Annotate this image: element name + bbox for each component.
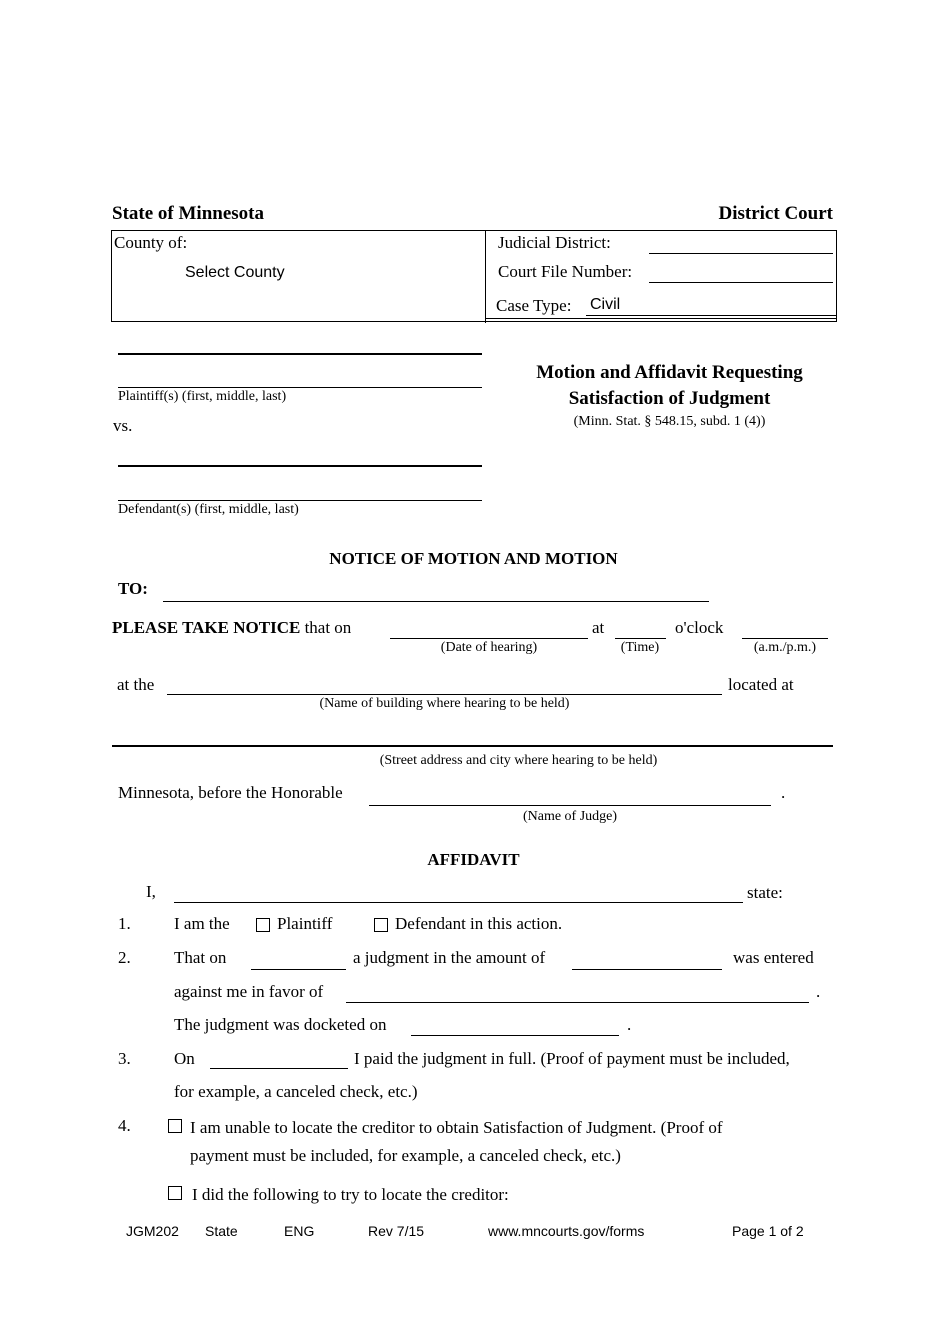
item2-was-entered: was entered	[733, 948, 814, 967]
item3-example-text: for example, a canceled check, etc.)	[174, 1082, 418, 1101]
item2-period: .	[816, 982, 821, 1001]
to-label: TO:	[118, 579, 148, 598]
plaintiff-line-2[interactable]	[118, 387, 482, 388]
to-field[interactable]	[163, 601, 709, 602]
case-type-field[interactable]	[586, 315, 837, 316]
footer-language: ENG	[284, 1223, 315, 1239]
court-file-number-label: Court File Number:	[498, 262, 633, 281]
form-title-line2: Satisfaction of Judgment	[568, 388, 771, 409]
item1-text: I am the	[174, 914, 230, 933]
item4-text-line1: I am unable to locate the creditor to obtain Satisfaction of Judgment. (Proof of	[190, 1118, 723, 1137]
docketed-date-field[interactable]	[411, 1035, 619, 1036]
footer-scope: State	[205, 1223, 238, 1239]
at-the-label: at the	[117, 675, 155, 694]
ampm-field[interactable]	[742, 638, 828, 639]
judicial-district-label: Judicial District:	[498, 233, 611, 252]
payment-date-field[interactable]	[210, 1068, 348, 1069]
item2-docketed-text: The judgment was docketed on	[174, 1015, 387, 1034]
judgment-amount-field[interactable]	[572, 969, 722, 970]
footer-page-number: Page 1 of 2	[732, 1223, 804, 1239]
footer-form-id: JGM202	[126, 1223, 179, 1239]
address-caption: (Street address and city where hearing to be held)	[379, 753, 658, 768]
item4-text-line3: I did the following to try to locate the creditor:	[192, 1185, 509, 1204]
county-label: County of:	[114, 233, 188, 252]
time-field[interactable]	[615, 638, 666, 639]
at-label: at	[592, 618, 605, 637]
date-of-hearing-caption: (Date of hearing)	[440, 640, 538, 655]
plaintiff-caption: Plaintiff(s) (first, middle, last)	[118, 389, 287, 404]
case-type-value[interactable]: Civil	[590, 296, 621, 313]
creditor-name-field[interactable]	[346, 1002, 809, 1003]
date-of-hearing-field[interactable]	[390, 638, 588, 639]
defendant-caption: Defendant(s) (first, middle, last)	[118, 502, 299, 517]
caption-divider	[485, 230, 486, 323]
defendant-checkbox[interactable]	[374, 918, 388, 932]
item2-that-on: That on	[174, 948, 227, 967]
item2-amount-text: a judgment in the amount of	[353, 948, 546, 967]
item3-paid-text: I paid the judgment in full. (Proof of payment must be included,	[354, 1049, 790, 1068]
item4-number: 4.	[118, 1116, 131, 1135]
affiant-i-label: I,	[146, 882, 156, 901]
footer-revision: Rev 7/15	[368, 1223, 425, 1239]
defendant-option-label: Defendant in this action.	[395, 914, 563, 933]
item4-text-line2: payment must be included, for example, a canceled check, etc.)	[190, 1146, 621, 1165]
item3-number: 3.	[118, 1049, 131, 1068]
statute-reference: (Minn. Stat. § 548.15, subd. 1 (4))	[573, 414, 766, 429]
item2-period2: .	[627, 1015, 632, 1034]
item3-on: On	[174, 1049, 195, 1068]
locate-efforts-checkbox[interactable]	[168, 1186, 182, 1200]
case-type-label: Case Type:	[496, 296, 572, 315]
vs-label: vs.	[113, 416, 133, 435]
plaintiff-line-1[interactable]	[118, 353, 482, 355]
that-on-text: that on	[300, 618, 352, 637]
item2-number: 2.	[118, 948, 131, 967]
oclock-label: o'clock	[675, 618, 724, 637]
street-address-field[interactable]	[112, 745, 833, 747]
unable-to-locate-checkbox[interactable]	[168, 1119, 182, 1133]
judge-name-field[interactable]	[369, 805, 771, 806]
form-title-line1: Motion and Affidavit Requesting	[536, 362, 803, 383]
caption-bottom-rule	[485, 318, 837, 319]
please-take-notice-bold: PLEASE TAKE NOTICE	[112, 618, 301, 637]
court-heading: District Court	[718, 203, 833, 224]
county-select[interactable]: Select County	[185, 264, 285, 281]
affiant-name-field[interactable]	[174, 902, 743, 903]
judgment-date-field[interactable]	[251, 969, 346, 970]
defendant-line-2[interactable]	[118, 500, 482, 501]
building-caption: (Name of building where hearing to be held)	[319, 696, 570, 711]
located-at-label: located at	[728, 675, 794, 694]
judicial-district-field[interactable]	[649, 253, 833, 254]
affidavit-heading: AFFIDAVIT	[427, 850, 520, 869]
plaintiff-option-label: Plaintiff	[277, 914, 333, 933]
state-heading: State of Minnesota	[112, 203, 264, 224]
state-label: state:	[747, 883, 783, 902]
minnesota-before-label: Minnesota, before the Honorable	[118, 783, 343, 802]
ampm-caption: (a.m./p.m.)	[753, 640, 817, 655]
judge-caption: (Name of Judge)	[522, 809, 618, 824]
item1-number: 1.	[118, 914, 131, 933]
notice-heading: NOTICE OF MOTION AND MOTION	[329, 549, 618, 568]
footer-url[interactable]: www.mncourts.gov/forms	[488, 1223, 645, 1239]
item2-against-text: against me in favor of	[174, 982, 324, 1001]
please-take-notice	[112, 618, 351, 638]
building-name-field[interactable]	[167, 694, 722, 695]
judge-period: .	[781, 783, 786, 802]
plaintiff-checkbox[interactable]	[256, 918, 270, 932]
court-file-number-field[interactable]	[649, 282, 833, 283]
defendant-line-1[interactable]	[118, 465, 482, 467]
time-caption: (Time)	[620, 640, 660, 655]
